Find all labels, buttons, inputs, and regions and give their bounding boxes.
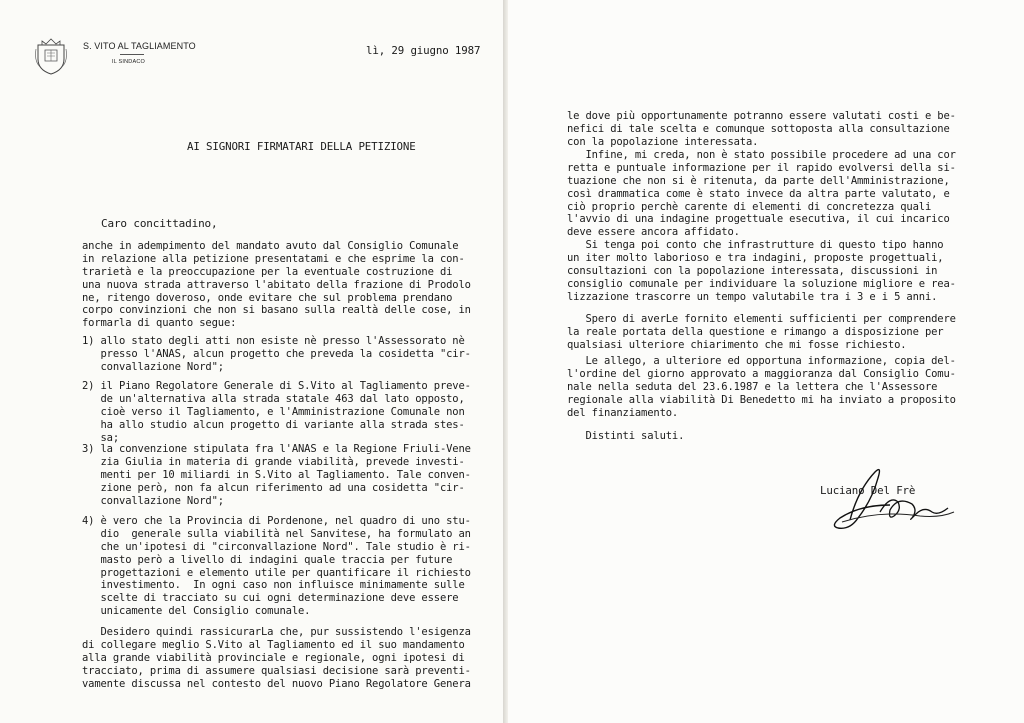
letter-title: AI SIGNORI FIRMATARI DELLA PETIZIONE [187, 140, 416, 153]
text-line: masto però a livello di indagini quale traccia per future [82, 553, 453, 566]
text-line: Le allego, a ulteriore ed opportuna informazione, copia del- [567, 355, 956, 367]
list-item-3 [82, 443, 471, 507]
text-line: deve essere ancora affidato. [567, 226, 740, 239]
text-line: zione però, non fa alcun riferimento ad una cosidetta "cir- [82, 481, 465, 494]
right-page [508, 0, 1024, 723]
text-line: la reale portata della questione e rimango a disposizione per [567, 325, 944, 338]
text-line: 1) allo stato degli atti non esiste nè presso l'Assessorato nè [82, 335, 465, 347]
text-line: un iter molto laborioso e tra indagini, proposte progettuali, [567, 251, 944, 264]
text-line: una nuova strada attraverso l'abitato della frazione di Prodolo [82, 278, 471, 291]
text-line: Spero di averLe fornito elementi sufficienti per comprendere [567, 313, 956, 325]
text-line: unicamente del Consiglio comunale. [82, 605, 311, 618]
text-line: Desidero quindi rassicurarLa che, pur sussistendo l'esigenza [82, 626, 471, 638]
text-line: consiglio comunale per individuare la soluzione migliore e rea- [567, 277, 956, 290]
text-line: presso l'ANAS, alcun progetto che preveda la cosidetta "cir- [82, 347, 471, 360]
text-line: così drammatica come è stato invece da altra parte valutato, e [567, 187, 950, 200]
text-line: con la popolazione interessata. [567, 135, 759, 148]
farewell: Distinti saluti. [567, 430, 685, 442]
timeline-paragraph [567, 239, 956, 303]
text-line: l'ordine del giorno approvato a maggioranza dal Consiglio Comu- [567, 367, 956, 380]
text-line: ne, ritengo doveroso, onde evitare che sul problema prendano [82, 291, 453, 304]
text-line: cioè verso il Tagliamento, e l'Amministrazione Comunale non [82, 405, 465, 418]
text-line: ciò proprio perchè carente di elementi di concretezza quali [567, 200, 932, 213]
text-line: nale nella seduta del 23.6.1987 e la lettera che l'Assessore [567, 380, 938, 393]
text-line: regionale alla viabilità Di Benedetto mi ha inviato a proposito [567, 393, 956, 406]
closing-paragraph [82, 626, 471, 690]
text-line: le dove più opportunamente potranno essere valutati costi e be- [567, 110, 956, 122]
text-line: dio generale sulla viabilità nel Sanvitese, ha formulato an [82, 527, 471, 540]
office-title: IL SINDACO [112, 59, 145, 65]
text-line: Infine, mi creda, non è stato possibile procedere ad una cor [567, 149, 956, 161]
text-line: tuazione che non si è ritenuta, da parte dell'Amministrazione, [567, 174, 950, 187]
letter-date: lì, 29 giugno 1987 [366, 44, 481, 57]
attachments-paragraph [567, 355, 956, 419]
text-line: convallazione Nord"; [82, 360, 224, 373]
signatory-name: Luciano Del Frè [820, 484, 916, 497]
availability-paragraph [567, 313, 956, 352]
text-line: menti per 10 miliardi in S.Vito al Tagliamento. Tale conven- [82, 468, 471, 481]
text-line: ha allo studio alcun progetto di variante alla strada stes- [82, 418, 465, 431]
text-line: trarietà e la preoccupazione per la eventuale costruzione di [82, 265, 453, 278]
list-item-1 [82, 335, 471, 374]
text-line: sa; [82, 431, 120, 444]
text-line: anche in adempimento del mandato avuto dal Consiglio Comunale [82, 240, 459, 252]
text-line: lizzazione trascorre un tempo valutabile tra i 3 e i 5 anni. [567, 290, 938, 303]
text-line: del finanziamento. [567, 406, 679, 419]
text-line: che un'ipotesi di "circonvallazione Nord". Tale studio è ri- [82, 540, 471, 553]
continuation-paragraph [567, 110, 956, 149]
text-line: de un'alternativa alla strada statale 463 dal lato opposto, [82, 392, 465, 405]
text-line: qualsiasi ulteriore chiarimento che mi fosse richiesto. [567, 338, 907, 351]
text-line: scelte di tracciato su cui ogni determinazione deve essere [82, 592, 459, 605]
text-line: 4) è vero che la Provincia di Pordenone, nel quadro di uno stu- [82, 515, 471, 527]
list-item-2 [82, 380, 471, 444]
intro-paragraph [82, 240, 471, 330]
information-paragraph [567, 149, 956, 239]
text-line: consultazioni con la popolazione interessata, discussioni in [567, 264, 938, 277]
text-line: convallazione Nord"; [82, 494, 224, 507]
text-line: nefici di tale scelta e comunque sottoposta alla consultazione [567, 122, 950, 135]
text-line: investimento. In ogni caso non influisce minimamente sulle [82, 579, 465, 592]
text-line: tracciato, prima di assumere qualsiasi decisione sarà preventi- [82, 664, 471, 677]
text-line: in relazione alla petizione presentatami e che esprime la con- [82, 252, 465, 265]
text-line: l'avvio di una indagine progettuale esecutiva, il cui incarico [567, 213, 950, 226]
text-line: retta e puntuale informazione per il rapido evolversi della si- [567, 161, 956, 174]
text-line: progettazioni e elemento utile per quantificare il richiesto [82, 566, 471, 579]
text-line: zia Giulia in materia di grande viabilità, prevede investi- [82, 455, 465, 468]
text-line: 2) il Piano Regolatore Generale di S.Vito al Tagliamento preve- [82, 380, 471, 392]
list-item-4 [82, 515, 471, 618]
left-page [0, 0, 503, 723]
salutation: Caro concittadino, [101, 217, 218, 230]
text-line: formarla di quanto segue: [82, 317, 237, 330]
handwritten-signature [820, 460, 970, 540]
municipal-crest-icon [34, 37, 68, 75]
header-rule [120, 54, 144, 55]
text-line: 3) la convenzione stipulata fra l'ANAS e la Regione Friuli-Vene [82, 443, 471, 455]
text-line: di collegare meglio S.Vito al Tagliamento ed il suo mandamento [82, 638, 465, 651]
text-line: vamente discussa nel contesto del nuovo Piano Regolatore Genera [82, 677, 471, 690]
text-line: alla grande viabilità provinciale e regionale, ogni ipotesi di [82, 651, 465, 664]
text-line: Si tenga poi conto che infrastrutture di questo tipo hanno [567, 239, 944, 251]
text-line: corpo convinzioni che non si basano sulla realtà delle cose, in [82, 304, 471, 317]
municipality-name: S. VITO AL TAGLIAMENTO [83, 41, 196, 51]
